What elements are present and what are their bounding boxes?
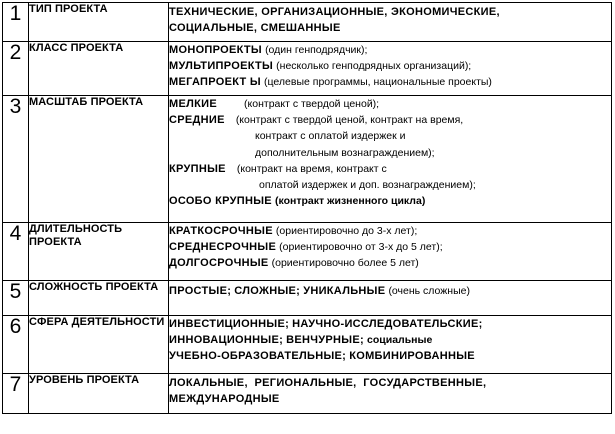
term: ПРОСТЫЕ;: [169, 285, 232, 297]
category-description: [169, 223, 612, 281]
row-number: 3: [3, 96, 29, 223]
category-description: [169, 281, 612, 316]
description-line: [169, 74, 611, 90]
description-line: [169, 316, 611, 332]
row-number: 6: [3, 316, 29, 374]
term: СРЕДНИЕ: [169, 114, 225, 127]
category-description: [169, 42, 612, 96]
term-note: (очень сложные): [388, 285, 470, 297]
table-row: [3, 316, 612, 374]
description-line: [169, 58, 611, 74]
term-note: контракт с оплатой издержек и: [255, 130, 406, 143]
category-name: КЛАСС ПРОЕКТА: [29, 42, 169, 96]
term-note: (ориентировочно от 3-х до 5 лет);: [279, 241, 443, 254]
term-note: (контракт на время, контракт с: [236, 162, 387, 175]
description-line: [169, 96, 611, 112]
term: МУЛЬТИПРОЕКТЫ: [169, 60, 274, 73]
description-line: ЛОКАЛЬНЫЕ, РЕГИОНАЛЬНЫЕ, ГОСУДАРСТВЕННЫЕ,: [169, 377, 487, 389]
description-line: ТЕХНИЧЕСКИЕ, ОРГАНИЗАЦИОННЫЕ, ЭКОНОМИЧЕСКИЕ,: [169, 6, 500, 18]
table-row: [3, 3, 612, 42]
category-description: [169, 316, 612, 374]
term: МЕЛКИЕ: [169, 98, 217, 110]
term: социальные: [367, 334, 433, 347]
term-note: (несколько генподрядных организаций);: [276, 60, 472, 73]
description-line: [169, 223, 611, 239]
table-row: [3, 281, 612, 316]
row-number: 5: [3, 281, 29, 316]
project-classification-table: [2, 2, 612, 414]
category-name: СФЕРА ДЕЯТЕЛЬНОСТИ: [29, 316, 169, 374]
row-number: 4: [3, 223, 29, 281]
category-description: [169, 3, 612, 42]
term: МЕГАПРОЕКТ Ы: [169, 76, 261, 89]
description-line: [169, 145, 611, 161]
description-line: [169, 193, 611, 209]
term: УЧЕБНО-ОБРАЗОВАТЕЛЬНЫЕ;: [169, 350, 347, 363]
term: ДОЛГОСРОЧНЫЕ: [169, 257, 269, 270]
term-note: (ориентировочно до 3-х лет);: [275, 225, 418, 237]
description-line: МЕЖДУНАРОДНЫЕ: [169, 393, 280, 406]
description-line: [169, 42, 611, 58]
table-row: [3, 223, 612, 281]
row-number: 2: [3, 42, 29, 96]
term: СРЕДНЕСРОЧНЫЕ: [169, 241, 277, 254]
category-description: [169, 96, 612, 223]
description-line: [169, 255, 611, 271]
term: УНИКАЛЬНЫЕ: [303, 285, 386, 297]
table-row: [3, 42, 612, 96]
term: КРАТКОСРОЧНЫЕ: [169, 225, 273, 237]
term-note: (контракт жизненного цикла): [274, 195, 426, 208]
term: ВЕНЧУРНЫЕ;: [286, 334, 364, 347]
term: КОМБИНИРОВАННЫЕ: [349, 350, 475, 363]
category-name: СЛОЖНОСТЬ ПРОЕКТА: [29, 281, 169, 316]
table-row: [3, 96, 612, 223]
term-note: (ориентировочно более 5 лет): [271, 257, 419, 270]
term: МОНОПРОЕКТЫ: [169, 44, 262, 56]
category-name: МАСШТАБ ПРОЕКТА: [29, 96, 169, 223]
description-line: [169, 281, 611, 299]
row-number: 1: [3, 3, 29, 42]
description-line: [169, 177, 611, 193]
term-note: (целевые программы, национальные проекты): [264, 76, 492, 89]
category-name: ДЛИТЕЛЬНОСТЬ ПРОЕКТА: [29, 223, 169, 281]
term: НАУЧНО-ИССЛЕДОВАТЕЛЬСКИЕ;: [292, 318, 483, 330]
term: ИННОВАЦИОННЫЕ;: [169, 334, 284, 347]
description-line: [169, 161, 611, 177]
category-name: УРОВЕНЬ ПРОЕКТА: [29, 374, 169, 414]
term-note: (контракт с твердой ценой, контракт на время,: [235, 114, 464, 127]
description-line: [169, 332, 611, 348]
term-note: оплатой издержек и доп. вознаграждением);: [259, 179, 476, 192]
description-line: СОЦИАЛЬНЫЕ, СМЕШАННЫЕ: [169, 22, 341, 35]
term: КРУПНЫЕ: [169, 162, 226, 175]
row-number: 7: [3, 374, 29, 414]
category-description: [169, 374, 612, 414]
description-line: [169, 239, 611, 255]
description-line: [169, 128, 611, 144]
description-line: [169, 112, 611, 128]
term: ИНВЕСТИЦИОННЫЕ;: [169, 318, 290, 330]
term: СЛОЖНЫЕ;: [234, 285, 301, 297]
category-name: ТИП ПРОЕКТА: [29, 3, 169, 42]
term-note: (контракт с твердой ценой);: [244, 98, 380, 110]
description-line: [169, 348, 611, 364]
term: ОСОБО КРУПНЫЕ: [169, 195, 272, 208]
term-note: дополнительным вознаграждением);: [255, 146, 435, 159]
term-note: (один генподрядчик);: [265, 44, 368, 56]
table-row: [3, 374, 612, 414]
